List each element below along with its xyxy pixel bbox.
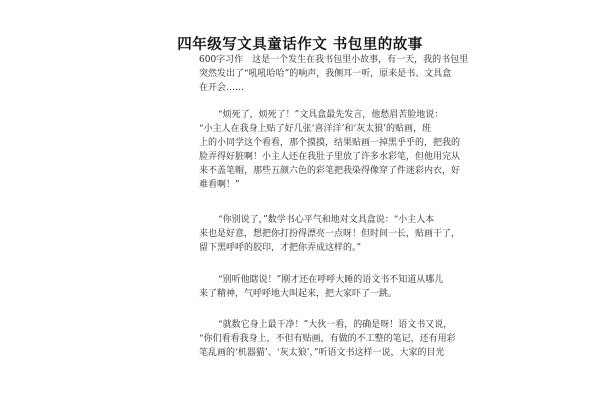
text-line: 来了精神，气呼呼地大叫起来，把大家吓了一跳。 xyxy=(199,289,398,299)
text-line: 来也是好意，想把你打扮得漂亮一点呀！但时间一长，贴画干了， xyxy=(199,229,461,239)
text-line: 在开会…… xyxy=(199,83,245,93)
text-line: 600字习作 这是一个发生在我书包里小故事，有一天，我的书包里 xyxy=(199,55,469,65)
text-line: 来不盖笔帽，那些五颜六色的彩笔把我染得像穿了件迷彩内衣，好 xyxy=(199,166,461,176)
text-line: “烦死了，烦死了！”文具盒最先发言，他愁眉苦脸地说： xyxy=(218,110,444,120)
document-title: 四年级写文具童话作文 书包里的故事 xyxy=(177,36,423,53)
text-line: 留下黑呼呼的胶印，才把你弄成这样的。” xyxy=(199,243,362,253)
text-line: 脸弄得好脏啊！小主人还在我肚子里放了许多水彩笔，但他用完从 xyxy=(199,152,461,162)
text-line: 上的小同学这个看看，那个摸摸，结果贴画一掉黑乎乎的，把我的 xyxy=(199,138,461,148)
text-line: “你别说了，”数学书心平气和地对文具盒说：“小主人本 xyxy=(218,215,435,225)
text-line: 难看啊！” xyxy=(199,180,240,190)
text-line: “小主人在我身上贴了好几张‘喜洋洋’和‘灰太狼’的贴画，班 xyxy=(199,124,432,134)
text-line: “你们看看我身上，不但有贴画，有做的不工整的笔记，还有用彩 xyxy=(199,334,456,344)
text-line: 突然发出了“吼吼哈哈”的响声，我侧耳一听，原来是书、文具盒 xyxy=(199,69,452,79)
text-line: “就数它身上最干净！”大伙一看，的确是呀！语文书又说， xyxy=(218,320,453,330)
text-line: “别听他瞎说！”刚才还在呼呼大睡的语文书不知道从哪儿 xyxy=(218,275,444,285)
text-line: 笔乱画的‘机器猫’、‘灰太狼’，”听语文书这样一说，大家的目光 xyxy=(199,348,445,358)
